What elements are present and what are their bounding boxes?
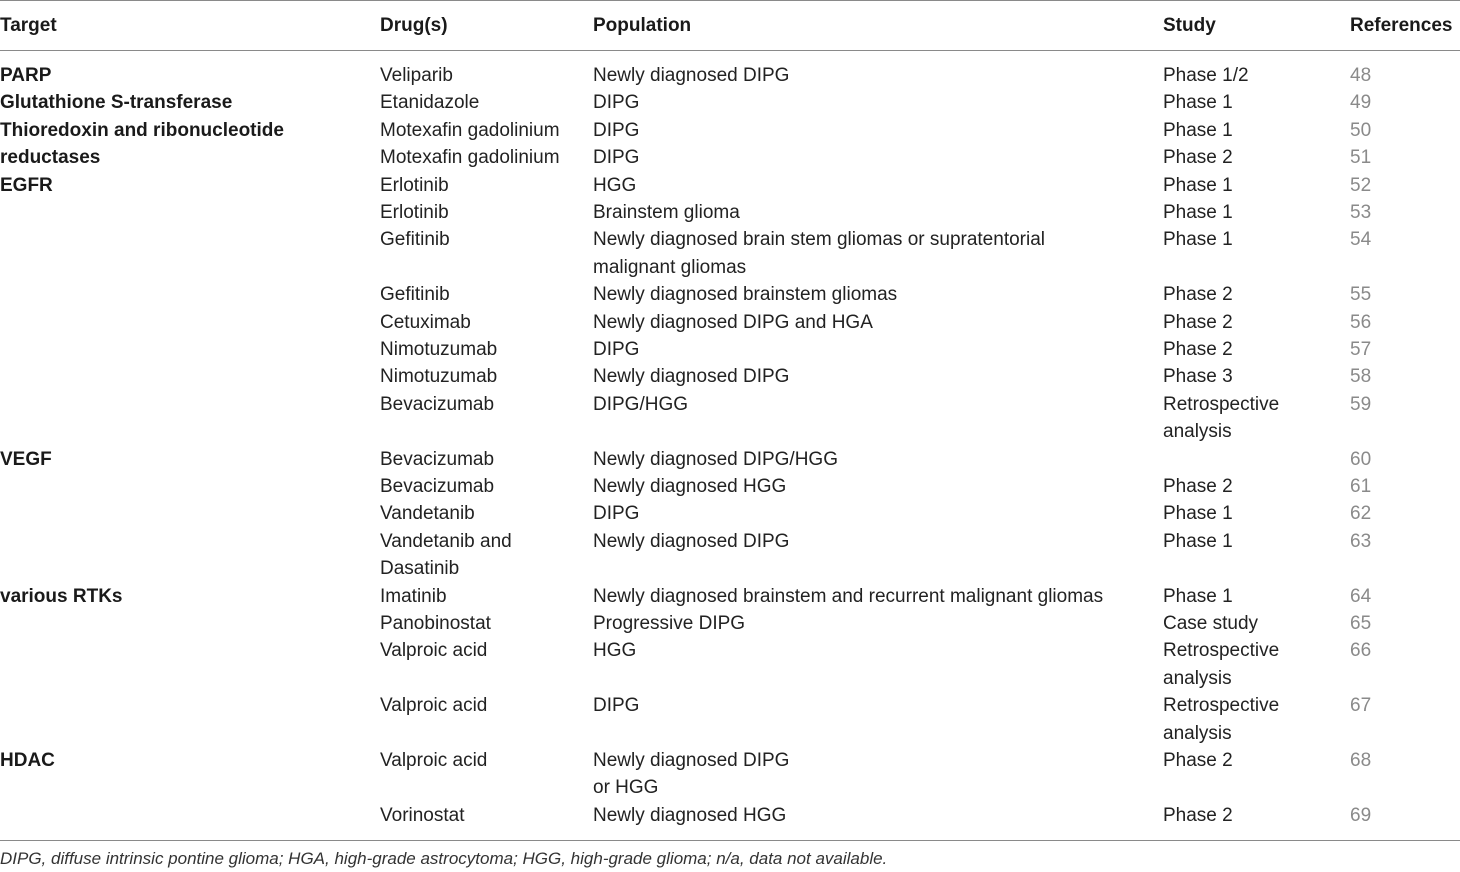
- population-cell: Newly diagnosed HGG: [593, 476, 787, 497]
- population-cell: Newly diagnosed DIPG: [593, 530, 790, 552]
- study-cell: Phase 1: [1163, 202, 1233, 223]
- drug-cell: Bevacizumab: [380, 448, 495, 470]
- study-cell: Phase 1: [1163, 229, 1233, 251]
- study-cell: Phase 2: [1163, 147, 1233, 169]
- target-cell: VEGF: [0, 448, 52, 470]
- drug-cell: Motexafin gadolinium: [380, 147, 560, 169]
- reference-cell: 68: [1350, 750, 1372, 771]
- drug-cell: Vorinostat: [380, 804, 465, 826]
- study-cell: Phase 2: [1163, 311, 1233, 333]
- study-cell: analysis: [1163, 421, 1232, 443]
- population-cell: DIPG: [593, 503, 640, 525]
- population-cell: DIPG: [593, 695, 640, 717]
- target-cell: Glutathione S-transferase: [0, 92, 233, 114]
- population-cell: Newly diagnosed DIPG: [593, 366, 790, 388]
- target-cell: Thioredoxin and ribonucleotide: [0, 119, 284, 141]
- drug-cell: Erlotinib: [380, 174, 449, 196]
- drug-cell: Gefitinib: [380, 284, 450, 306]
- study-cell: Phase 1/2: [1163, 65, 1249, 86]
- population-cell: DIPG/HGG: [593, 393, 689, 415]
- study-cell: Retrospective: [1163, 640, 1280, 662]
- drug-cell: Imatinib: [380, 585, 447, 607]
- population-cell: Newly diagnosed DIPG/HGG: [593, 448, 838, 470]
- target-cell: reductases: [0, 147, 101, 169]
- population-cell: HGG: [593, 174, 637, 196]
- reference-cell: 69: [1350, 804, 1372, 826]
- study-cell: Phase 2: [1163, 476, 1233, 497]
- population-cell: Newly diagnosed DIPG: [593, 750, 790, 771]
- study-cell: Phase 2: [1163, 284, 1233, 306]
- drug-cell: Bevacizumab: [380, 393, 495, 415]
- reference-cell: 49: [1350, 92, 1372, 114]
- population-cell: Newly diagnosed brainstem gliomas: [593, 284, 898, 306]
- drug-cell: Vandetanib: [380, 503, 475, 525]
- study-cell: analysis: [1163, 722, 1232, 744]
- reference-cell: 58: [1350, 366, 1372, 388]
- reference-cell: 57: [1350, 339, 1372, 360]
- population-cell: Newly diagnosed HGG: [593, 804, 787, 826]
- drug-cell: Motexafin gadolinium: [380, 119, 560, 141]
- drug-cell: Veliparib: [380, 65, 453, 86]
- drug-cell: Erlotinib: [380, 202, 449, 223]
- reference-cell: 51: [1350, 147, 1372, 169]
- population-cell: Brainstem glioma: [593, 202, 740, 223]
- reference-cell: 54: [1350, 229, 1372, 251]
- study-cell: Phase 2: [1163, 339, 1233, 360]
- header-references: References: [1350, 15, 1453, 36]
- study-cell: Retrospective: [1163, 393, 1280, 415]
- population-cell: DIPG: [593, 147, 640, 169]
- header-drugs: Drug(s): [380, 15, 448, 36]
- population-cell: Newly diagnosed brain stem gliomas or supratentorial: [593, 229, 1046, 251]
- header-study: Study: [1163, 15, 1216, 36]
- reference-cell: 56: [1350, 311, 1372, 333]
- reference-cell: 50: [1350, 119, 1372, 141]
- reference-cell: 52: [1350, 174, 1372, 196]
- drug-cell: Vandetanib and: [380, 530, 512, 552]
- bottom-rule: [0, 840, 1460, 841]
- reference-cell: 59: [1350, 393, 1372, 415]
- population-cell: DIPG: [593, 339, 640, 360]
- population-cell: malignant gliomas: [593, 256, 747, 278]
- study-cell: Phase 2: [1163, 750, 1233, 771]
- population-cell: DIPG: [593, 119, 640, 141]
- reference-cell: 63: [1350, 530, 1372, 552]
- drug-cell: Valproic acid: [380, 640, 488, 662]
- population-cell: Newly diagnosed DIPG: [593, 65, 790, 86]
- target-cell: HDAC: [0, 750, 55, 771]
- reference-cell: 60: [1350, 448, 1372, 470]
- study-cell: Retrospective: [1163, 695, 1280, 717]
- reference-cell: 55: [1350, 284, 1372, 306]
- table-footnote: DIPG, diffuse intrinsic pontine glioma; HGA, high-grade astrocytoma; HGG, high-grade glioma; n/a, data not available.: [0, 849, 888, 868]
- target-cell: various RTKs: [0, 585, 123, 607]
- drug-cell: Etanidazole: [380, 92, 480, 114]
- study-cell: Phase 3: [1163, 366, 1233, 388]
- population-cell: Newly diagnosed brainstem and recurrent malignant gliomas: [593, 585, 1104, 607]
- reference-cell: 62: [1350, 503, 1372, 525]
- drug-cell: Bevacizumab: [380, 476, 495, 497]
- population-cell: Progressive DIPG: [593, 613, 746, 634]
- study-cell: Case study: [1163, 613, 1259, 634]
- study-cell: analysis: [1163, 667, 1232, 689]
- target-cell: PARP: [0, 65, 52, 86]
- reference-cell: 48: [1350, 65, 1372, 86]
- reference-cell: 65: [1350, 613, 1372, 634]
- population-cell: HGG: [593, 640, 637, 662]
- drug-cell: Nimotuzumab: [380, 339, 498, 360]
- reference-cell: 53: [1350, 202, 1372, 223]
- drug-cell: Cetuximab: [380, 311, 471, 333]
- reference-cell: 64: [1350, 585, 1372, 607]
- population-cell: or HGG: [593, 777, 659, 799]
- header-population: Population: [593, 15, 692, 36]
- drug-cell: Valproic acid: [380, 750, 488, 771]
- drug-cell: Gefitinib: [380, 229, 450, 251]
- reference-cell: 61: [1350, 476, 1372, 497]
- drug-cell: Valproic acid: [380, 695, 488, 717]
- study-cell: Phase 2: [1163, 804, 1233, 826]
- population-cell: Newly diagnosed DIPG and HGA: [593, 311, 873, 333]
- study-cell: Phase 1: [1163, 530, 1233, 552]
- drug-cell: Panobinostat: [380, 613, 491, 634]
- header-target: Target: [0, 15, 57, 36]
- study-cell: Phase 1: [1163, 585, 1233, 607]
- population-cell: DIPG: [593, 92, 640, 114]
- study-cell: Phase 1: [1163, 119, 1233, 141]
- study-cell: Phase 1: [1163, 174, 1233, 196]
- drug-cell: Dasatinib: [380, 558, 460, 580]
- drug-cell: Nimotuzumab: [380, 366, 498, 388]
- study-cell: Phase 1: [1163, 503, 1233, 525]
- study-cell: Phase 1: [1163, 92, 1233, 114]
- target-cell: EGFR: [0, 174, 53, 196]
- reference-cell: 67: [1350, 695, 1372, 717]
- reference-cell: 66: [1350, 640, 1372, 662]
